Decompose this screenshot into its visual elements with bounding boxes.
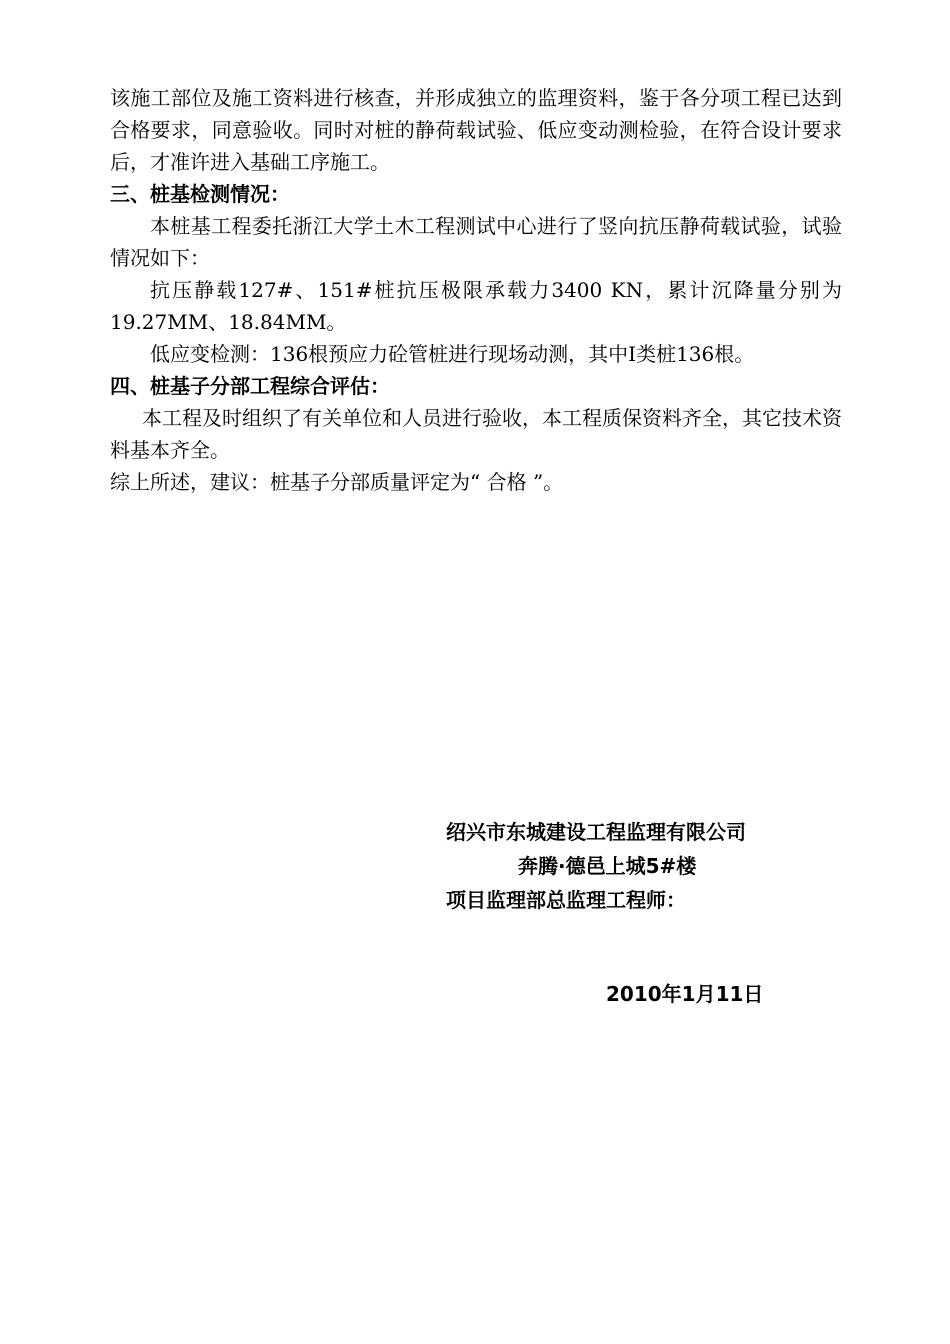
paragraph-static-load-result: 抗压静载127#、151#桩抗压极限承载力3400 KN，累计沉降量分别为19.27MM、18.84MM。	[110, 278, 842, 334]
heading-evaluation: 四、桩基子分部工程综合评估：	[110, 374, 390, 398]
document-date: 2010年1月11日	[606, 982, 764, 1006]
project-name: 奔腾·德邑上城5#楼	[518, 854, 697, 878]
paragraph-low-strain-result: 低应变检测：136根预应力砼管桩进行现场动测，其中Ⅰ类桩136根。	[150, 342, 755, 366]
paragraph-evaluation: 本工程及时组织了有关单位和人员进行验收，本工程质保资料齐全，其它技术资料基本齐全。	[110, 406, 842, 462]
paragraph-recommendation: 综上所述，建议：桩基子分部质量评定为“ 合格 ”。	[110, 470, 564, 494]
paragraph-review-conclusion: 该施工部位及施工资料进行核查，并形成独立的监理资料，鉴于各分项工程已达到合格要求，同意验收。同时对桩的静荷载试验、低应变动测检验，在符合设计要求后，才准许进入基础工序施工。	[110, 86, 842, 174]
company-name: 绍兴市东城建设工程监理有限公司	[446, 820, 746, 844]
heading-pile-testing: 三、桩基检测情况：	[110, 182, 290, 206]
signatory-role: 项目监理部总监理工程师：	[446, 888, 686, 912]
paragraph-testing-intro: 本桩基工程委托浙江大学土木工程测试中心进行了竖向抗压静荷载试验，试验情况如下：	[110, 214, 842, 270]
